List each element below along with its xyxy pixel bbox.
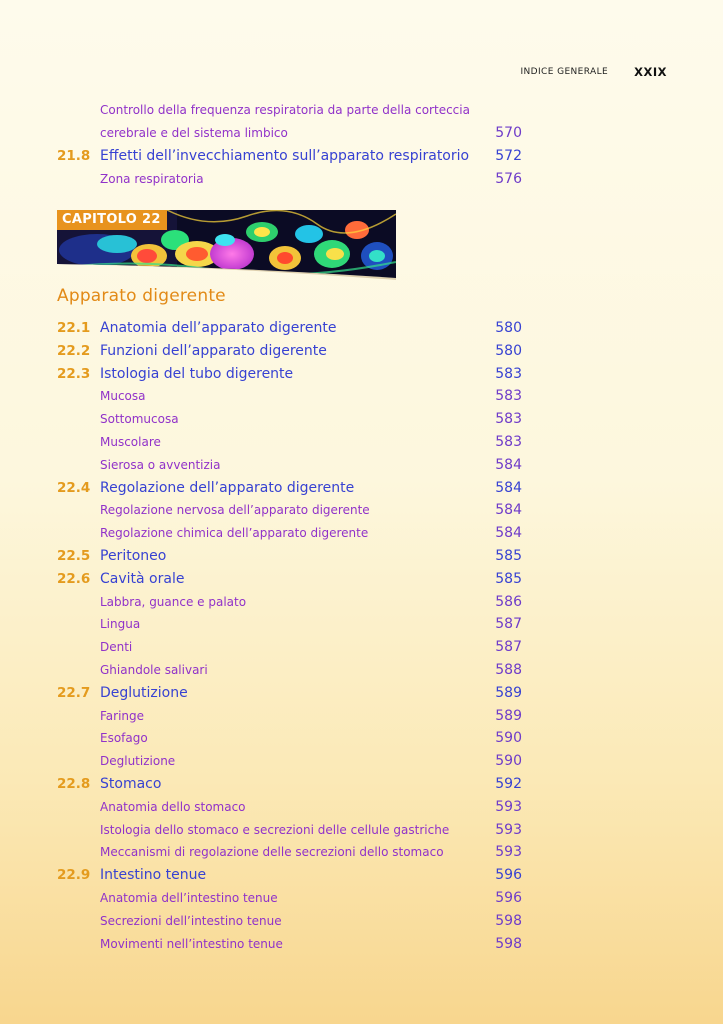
toc-entry-page: 584 xyxy=(495,456,522,473)
toc-entry-title: Zona respiratoria xyxy=(100,172,204,186)
toc-entry[interactable] xyxy=(0,431,723,453)
toc-entry-number: 22.8 xyxy=(57,776,91,792)
toc-entry-page: 583 xyxy=(495,411,522,428)
toc-entry-title: Regolazione nervosa dell’apparato digerente xyxy=(100,503,370,518)
toc-entry-title: Sierosa o avventizia xyxy=(100,457,221,472)
toc-entry-number: 22.3 xyxy=(57,365,91,382)
toc-entry-number: 22.7 xyxy=(57,684,91,701)
toc-entry-page: 589 xyxy=(495,707,522,724)
toc-entry-title: Anatomia dell’intestino tenue xyxy=(100,891,278,905)
toc-entry-number: 22.6 xyxy=(57,570,91,587)
toc-entry[interactable] xyxy=(0,933,723,955)
toc-entry-page: 580 xyxy=(495,342,522,359)
toc-entry-number: 22.2 xyxy=(57,342,91,359)
toc-entry[interactable] xyxy=(0,796,723,818)
toc-entry-page: 587 xyxy=(495,616,522,633)
toc-entry-title: Meccanismi di regolazione delle secrezioni dello stomaco xyxy=(100,845,444,860)
toc-entry-page: 572 xyxy=(495,148,522,164)
toc-entry-page: 584 xyxy=(495,479,522,496)
toc-entry[interactable] xyxy=(0,841,723,863)
toc-entry[interactable] xyxy=(0,545,723,567)
toc-entry-page: 590 xyxy=(495,730,522,747)
toc-entry[interactable] xyxy=(0,522,723,544)
toc-entry-page: 576 xyxy=(495,171,522,187)
running-head: INDICE GENERALE xyxy=(520,67,609,77)
toc-entry[interactable] xyxy=(0,864,723,886)
toc-entry-page: 583 xyxy=(495,365,522,382)
toc-entry-title: Sottomucosa xyxy=(100,412,179,427)
toc-entry-title: Stomaco xyxy=(100,776,162,792)
toc-entry-title: Secrezioni dell’intestino tenue xyxy=(100,913,282,928)
toc-entry-number: 22.9 xyxy=(57,867,91,884)
chapter-label: CAPITOLO 22 xyxy=(57,210,167,230)
page-number: XXIX xyxy=(634,65,667,79)
toc-entry[interactable] xyxy=(0,910,723,932)
toc-entry-page: 588 xyxy=(495,662,522,678)
toc-entry[interactable] xyxy=(0,819,723,841)
toc-entry-title: Mucosa xyxy=(100,389,146,404)
toc-entry-page: 593 xyxy=(495,844,522,861)
toc-entry-title: Deglutizione xyxy=(100,684,188,701)
toc-entry-page: 598 xyxy=(495,935,522,952)
toc-entry-page: 596 xyxy=(495,890,522,906)
toc-entry-title: Movimenti nell’intestino tenue xyxy=(100,936,283,951)
toc-entry[interactable] xyxy=(0,122,723,144)
toc-entry[interactable] xyxy=(0,454,723,476)
toc-entry-title: Lingua xyxy=(100,617,141,632)
toc-entry[interactable] xyxy=(0,168,723,190)
toc-entry-title: Funzioni dell’apparato digerente xyxy=(100,342,327,359)
toc-entry-page: 592 xyxy=(495,776,522,792)
toc-entry-title: Regolazione chimica dell’apparato digerente xyxy=(100,526,369,541)
toc-entry-page: 570 xyxy=(495,125,522,141)
toc-entry-page: 584 xyxy=(495,502,522,519)
toc-entry-title: cerebrale e del sistema limbico xyxy=(100,126,288,140)
toc-entry-title: Ghiandole salivari xyxy=(100,663,208,677)
toc-entry[interactable] xyxy=(0,750,723,772)
toc-entry-title: Denti xyxy=(100,640,133,655)
toc-entry-page: 583 xyxy=(495,434,522,450)
toc-entry-page: 590 xyxy=(495,753,522,770)
toc-entry[interactable] xyxy=(0,773,723,795)
toc-entry-page: 596 xyxy=(495,867,522,884)
toc-entry-title: Faringe xyxy=(100,708,145,723)
toc-entry-page: 598 xyxy=(495,912,522,929)
toc-entry-title: Anatomia dello stomaco xyxy=(100,799,246,814)
toc-entry-title: Istologia del tubo digerente xyxy=(100,365,294,382)
toc-entry[interactable] xyxy=(0,145,723,167)
toc-entry[interactable] xyxy=(0,340,723,362)
toc-entry-number: 22.4 xyxy=(57,479,91,496)
toc-entry[interactable] xyxy=(0,568,723,590)
toc-entry[interactable] xyxy=(0,499,723,521)
toc-entry[interactable] xyxy=(0,659,723,681)
toc-entry-page: 585 xyxy=(495,548,522,564)
toc-entry-page: 585 xyxy=(495,570,522,587)
toc-entry[interactable] xyxy=(0,727,723,749)
toc-entry-title: Peritoneo xyxy=(100,548,167,564)
toc-entry-title: Deglutizione xyxy=(100,754,176,769)
toc-entry-title: Regolazione dell’apparato digerente xyxy=(100,479,355,496)
chapter-banner xyxy=(57,210,396,280)
toc-entry-page: 584 xyxy=(495,525,522,542)
toc-entry[interactable] xyxy=(0,477,723,499)
toc-entry-page: 593 xyxy=(495,798,522,815)
toc-entry-number: 21.8 xyxy=(57,148,91,164)
toc-entry-title: Anatomia dell’apparato digerente xyxy=(100,320,337,336)
toc-entry[interactable] xyxy=(0,613,723,635)
toc-entry-title: Muscolare xyxy=(100,435,161,449)
toc-entry[interactable] xyxy=(0,682,723,704)
page-header xyxy=(520,64,667,80)
toc-entry-title: Labbra, guance e palato xyxy=(100,594,247,609)
chapter-title: Apparato digerente xyxy=(57,286,226,306)
toc-entry-title: Esofago xyxy=(100,731,148,746)
toc-entry[interactable] xyxy=(0,887,723,909)
toc-entry-page: 583 xyxy=(495,388,522,405)
toc-entry[interactable] xyxy=(0,99,723,121)
toc-entry[interactable] xyxy=(0,363,723,385)
toc-entry-page: 586 xyxy=(495,593,522,610)
toc-entry-number: 22.1 xyxy=(57,320,91,336)
toc-entry[interactable] xyxy=(0,385,723,407)
toc-entry[interactable] xyxy=(0,591,723,613)
toc-entry[interactable] xyxy=(0,317,723,339)
toc-entry-title: Cavità orale xyxy=(100,570,185,587)
toc-entry-number: 22.5 xyxy=(57,548,91,564)
toc-entry-page: 587 xyxy=(495,639,522,656)
toc-entry-page: 593 xyxy=(495,821,522,838)
toc-entry-page: 580 xyxy=(495,320,522,336)
toc-entry-page: 589 xyxy=(495,684,522,701)
toc-entry-title: Intestino tenue xyxy=(100,867,207,884)
toc-entry-title: Controllo della frequenza respiratoria da parte della corteccia xyxy=(100,103,470,117)
toc-entry-title: Istologia dello stomaco e secrezioni delle cellule gastriche xyxy=(100,822,450,837)
toc-entry[interactable] xyxy=(0,705,723,727)
toc-entry[interactable] xyxy=(0,408,723,430)
toc-entry[interactable] xyxy=(0,636,723,658)
toc-entry-title: Effetti dell’invecchiamento sull’apparato respiratorio xyxy=(100,148,470,164)
